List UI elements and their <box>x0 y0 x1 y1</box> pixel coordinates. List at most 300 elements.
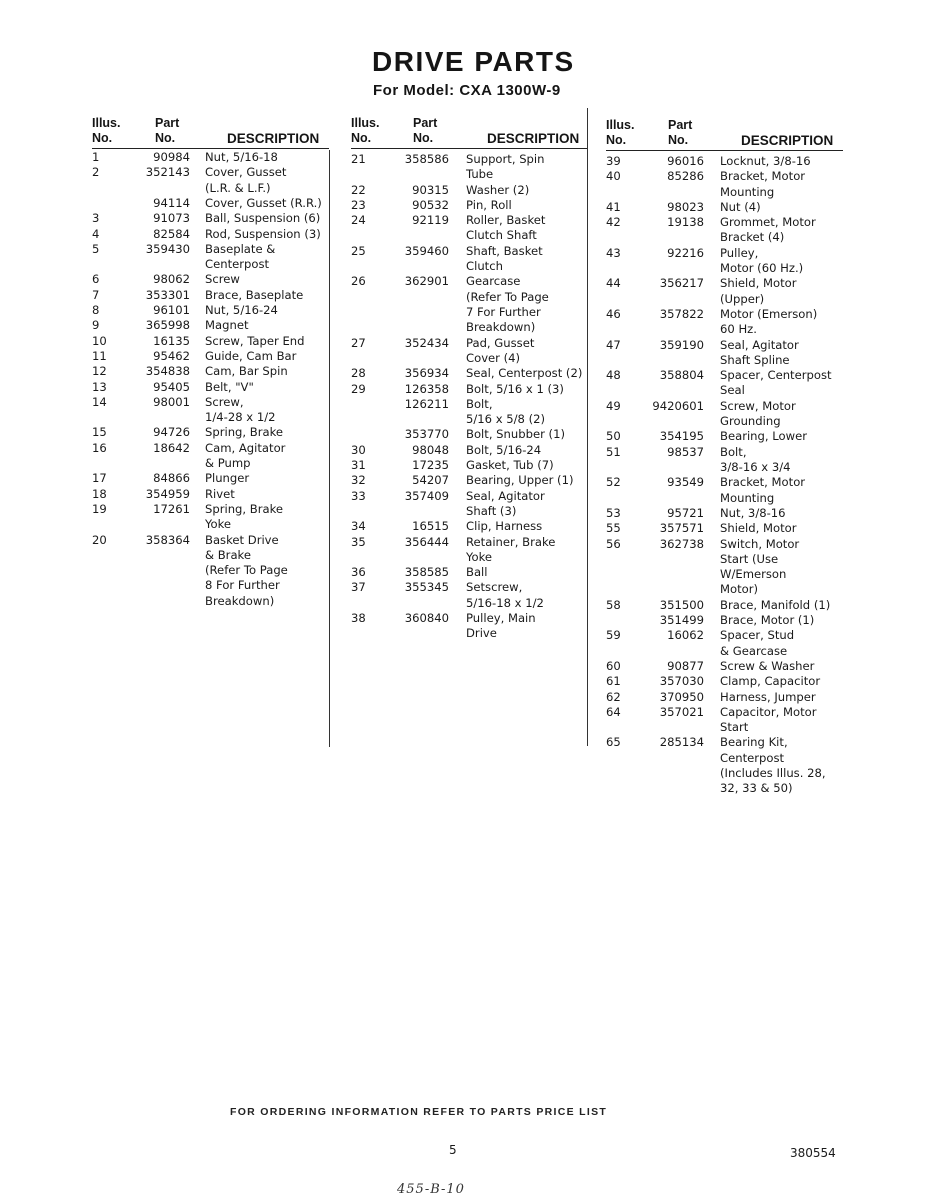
description-line: Magnet <box>205 318 249 333</box>
description-line: Clamp, Capacitor <box>720 674 821 689</box>
description-line: Harness, Jumper <box>720 689 816 704</box>
part-description <box>205 227 321 242</box>
part-number: 98001 <box>153 394 190 409</box>
part-number: 18642 <box>153 440 190 455</box>
description-line: Cam, Agitator <box>205 440 286 455</box>
part-number: 90532 <box>412 197 449 212</box>
part-description <box>720 475 805 506</box>
part-number: 94726 <box>153 425 190 440</box>
illus-number: 61 <box>606 674 621 689</box>
part-description <box>205 502 283 533</box>
illus-number: 39 <box>606 154 621 168</box>
part-description <box>466 183 529 198</box>
description-line: Seal <box>720 383 745 398</box>
description-line: Drive <box>466 626 497 641</box>
illus-number: 46 <box>606 307 621 321</box>
handwritten-note: 455-B-10 <box>397 1182 465 1197</box>
part-number: 98048 <box>412 442 449 457</box>
part-description <box>720 154 811 169</box>
illus-number: 23 <box>351 197 366 212</box>
part-number: 357822 <box>659 307 704 321</box>
description-line: (Refer To Page <box>205 563 288 578</box>
description-line: Clip, Harness <box>466 519 543 534</box>
part-description <box>720 445 791 476</box>
part-description <box>205 471 249 486</box>
page-subtitle: For Model: CXA 1300W-9 <box>373 82 561 99</box>
header-rule <box>92 148 329 149</box>
description-line: 60 Hz. <box>720 322 757 337</box>
description-line: Pulley, <box>720 245 759 260</box>
part-description <box>466 198 512 213</box>
part-description <box>720 613 814 628</box>
illus-number: 25 <box>351 243 366 258</box>
header-rule <box>351 148 587 149</box>
part-number: 353301 <box>145 287 190 302</box>
illus-number: 15 <box>92 425 107 440</box>
part-description <box>205 349 296 364</box>
description-line: Rivet <box>205 486 235 501</box>
illus-number: 64 <box>606 704 621 719</box>
illus-number: 18 <box>92 486 107 501</box>
part-number: 90984 <box>153 150 190 164</box>
part-number: 352143 <box>145 165 190 180</box>
part-description <box>205 533 288 609</box>
illus-number: 10 <box>92 333 107 348</box>
illus-number: 16 <box>92 440 107 455</box>
description-line: Basket Drive <box>205 532 279 547</box>
part-description <box>205 441 285 472</box>
illus-number: 34 <box>351 519 366 534</box>
part-number: 95462 <box>153 348 190 363</box>
illus-number: 49 <box>606 398 621 413</box>
description-line: Tube <box>466 167 494 182</box>
part-number: 95405 <box>153 379 190 394</box>
illus-number: 33 <box>351 488 366 503</box>
description-line: Baseplate & <box>205 241 276 256</box>
illus-header: Illus. No. <box>351 116 380 145</box>
description-line: 5/16 x 5/8 (2) <box>466 412 546 427</box>
illus-number: 40 <box>606 169 621 184</box>
illus-number: 53 <box>606 505 621 520</box>
description-line: Nut, 5/16-24 <box>205 303 278 317</box>
description-line: Ball, Suspension (6) <box>205 211 321 226</box>
description-line: Guide, Cam Bar <box>205 348 297 363</box>
description-line: Cover, Gusset (R.R.) <box>205 195 322 210</box>
description-line: Cover (4) <box>466 350 521 365</box>
part-number: 362901 <box>404 274 449 289</box>
column-divider <box>587 108 588 746</box>
part-description <box>205 211 320 226</box>
part-description <box>720 200 761 215</box>
part-number: 98537 <box>667 444 704 459</box>
description-line: Spacer, Stud <box>720 628 795 643</box>
part-description <box>466 473 573 488</box>
part-description <box>205 380 254 395</box>
part-description <box>466 274 549 335</box>
description-line: Plunger <box>205 471 250 486</box>
illus-number: 12 <box>92 364 107 379</box>
part-number: 16135 <box>153 333 190 348</box>
part-header: Part No. <box>155 116 180 145</box>
part-number: 354838 <box>145 364 190 379</box>
part-number: 358804 <box>659 368 704 383</box>
illus-number: 14 <box>92 394 107 409</box>
description-line: Spring, Brake <box>205 425 284 440</box>
part-number: 358586 <box>404 152 449 166</box>
illus-number: 20 <box>92 532 107 547</box>
part-description <box>466 397 545 428</box>
part-description <box>205 487 235 502</box>
column-divider <box>329 150 330 747</box>
description-header: DESCRIPTION <box>741 133 834 148</box>
description-line: 8 For Further <box>205 578 280 593</box>
part-description <box>205 318 249 333</box>
part-description <box>466 580 544 611</box>
description-line: Gearcase <box>466 274 521 289</box>
part-header: Part No. <box>413 116 438 145</box>
description-line: Seal, Agitator <box>720 337 799 352</box>
illus-number: 19 <box>92 501 107 516</box>
description-line: 5/16-18 x 1/2 <box>466 595 544 610</box>
description-line: Yoke <box>466 549 493 564</box>
part-description <box>205 303 278 318</box>
document-number: 380554 <box>790 1146 836 1160</box>
part-number: 95721 <box>667 505 704 520</box>
part-number: 362738 <box>659 536 704 551</box>
part-number: 365998 <box>145 318 190 333</box>
part-description <box>466 336 534 367</box>
part-description <box>466 458 554 473</box>
part-description <box>466 382 564 397</box>
page-title: DRIVE PARTS <box>372 46 575 77</box>
part-number: 92216 <box>667 245 704 260</box>
illus-number: 59 <box>606 628 621 643</box>
part-number: 359460 <box>404 243 449 258</box>
illus-number: 42 <box>606 215 621 230</box>
description-line: Seal, Agitator <box>466 488 545 503</box>
part-description <box>466 535 555 566</box>
part-description <box>205 425 283 440</box>
illus-number: 55 <box>606 521 621 536</box>
part-description <box>466 489 545 520</box>
part-number: 360840 <box>404 611 449 625</box>
description-line: 3/8-16 x 3/4 <box>720 459 791 474</box>
description-header: DESCRIPTION <box>487 131 580 146</box>
description-line: Motor (60 Hz.) <box>720 261 804 276</box>
illus-header: Illus. No. <box>92 116 121 145</box>
part-number: 90877 <box>667 658 704 673</box>
part-number: 359190 <box>659 337 704 352</box>
part-description <box>205 364 288 379</box>
description-line: Bolt, <box>466 396 493 411</box>
description-line: Brace, Baseplate <box>205 287 304 302</box>
part-number: 126358 <box>404 381 449 396</box>
illus-number: 17 <box>92 471 107 486</box>
illus-number: 37 <box>351 580 366 595</box>
part-number: 357571 <box>659 521 704 536</box>
description-line: Grounding <box>720 414 781 429</box>
description-line: Bearing Kit, <box>720 735 788 750</box>
part-number: 91073 <box>153 211 190 226</box>
part-description <box>720 735 826 796</box>
part-description <box>466 244 543 275</box>
illus-number: 48 <box>606 368 621 383</box>
part-description <box>720 246 803 277</box>
description-line: Pin, Roll <box>466 197 512 212</box>
description-line: Bolt, Snubber (1) <box>466 427 565 442</box>
illus-number: 22 <box>351 182 366 197</box>
illus-number: 13 <box>92 379 107 394</box>
part-number: 354959 <box>145 486 190 501</box>
part-number: 357409 <box>404 488 449 503</box>
description-line: Grommet, Motor <box>720 215 816 230</box>
description-line: Nut, 5/16-18 <box>205 150 278 164</box>
description-line: Shaft Spline <box>720 352 790 367</box>
description-line: Breakdown) <box>466 320 536 335</box>
part-number: 96101 <box>153 303 190 317</box>
description-line: Switch, Motor <box>720 536 800 551</box>
part-description <box>466 443 541 458</box>
part-number: 82584 <box>153 226 190 241</box>
header-rule <box>606 150 843 151</box>
illus-number: 41 <box>606 199 621 214</box>
description-line: & Brake <box>205 547 251 562</box>
description-line: Pulley, Main <box>466 611 536 625</box>
page-number: 5 <box>449 1143 457 1157</box>
description-line: 7 For Further <box>466 304 541 319</box>
description-line: Screw, Taper End <box>205 333 305 348</box>
part-number: 93549 <box>667 475 704 490</box>
part-number: 16062 <box>667 628 704 643</box>
illus-number: 21 <box>351 152 366 166</box>
illus-number: 3 <box>92 211 100 226</box>
illus-number: 44 <box>606 276 621 291</box>
part-description <box>720 690 816 705</box>
illus-number: 56 <box>606 536 621 551</box>
part-number: 126211 <box>404 396 449 411</box>
part-number: 54207 <box>412 473 449 488</box>
illus-number: 32 <box>351 473 366 488</box>
part-description <box>466 565 488 580</box>
description-line: Bearing, Lower <box>720 429 807 444</box>
description-line: Bolt, 5/16 x 1 (3) <box>466 381 564 396</box>
description-line: Breakdown) <box>205 593 275 608</box>
description-line: Bearing, Upper (1) <box>466 473 574 488</box>
description-line: Brace, Motor (1) <box>720 613 815 627</box>
illus-number: 4 <box>92 226 100 241</box>
part-number: 16515 <box>412 519 449 534</box>
description-line: Gasket, Tub (7) <box>466 458 554 472</box>
illus-number: 24 <box>351 213 366 228</box>
description-line: Setscrew, <box>466 580 523 595</box>
part-number: 17261 <box>153 501 190 516</box>
illus-number: 30 <box>351 442 366 457</box>
part-description <box>205 272 240 287</box>
part-number: 353770 <box>404 427 449 442</box>
part-description <box>720 506 786 521</box>
part-description <box>720 521 797 536</box>
illus-number: 52 <box>606 475 621 490</box>
description-line: Centerpost <box>720 750 785 765</box>
part-number: 98023 <box>667 199 704 214</box>
illus-number: 1 <box>92 150 100 164</box>
description-line: (Includes Illus. 28, <box>720 765 826 780</box>
description-line: Nut, 3/8-16 <box>720 505 786 520</box>
description-line: Roller, Basket <box>466 213 546 228</box>
part-number: 357030 <box>659 674 704 689</box>
description-line: Support, Spin <box>466 152 545 166</box>
part-description <box>720 537 799 598</box>
illus-number: 50 <box>606 429 621 444</box>
part-description <box>205 334 304 349</box>
illus-number: 31 <box>351 458 366 472</box>
footer-note: FOR ORDERING INFORMATION REFER TO PARTS PRICE LIST <box>230 1106 608 1118</box>
part-header: Part No. <box>668 118 693 147</box>
description-line: Locknut, 3/8-16 <box>720 154 811 168</box>
description-line: Cam, Bar Spin <box>205 364 288 379</box>
part-description <box>720 659 814 674</box>
illus-number: 62 <box>606 689 621 704</box>
illus-number: 60 <box>606 658 621 673</box>
description-line: Shaft (3) <box>466 503 517 518</box>
description-line: Centerpost <box>205 257 270 272</box>
part-number: 94114 <box>153 195 190 210</box>
description-line: (L.R. & L.F.) <box>205 180 271 195</box>
part-number: 17235 <box>412 458 449 472</box>
illus-number: 47 <box>606 337 621 352</box>
illus-number: 26 <box>351 274 366 289</box>
part-number: 98062 <box>153 272 190 287</box>
part-description <box>720 338 799 369</box>
part-number: 355345 <box>404 580 449 595</box>
part-description <box>720 628 794 659</box>
description-line: Nut (4) <box>720 199 761 214</box>
description-line: Bolt, 5/16-24 <box>466 442 542 457</box>
part-number: 92119 <box>412 213 449 228</box>
part-number: 358364 <box>145 532 190 547</box>
part-number: 354195 <box>659 429 704 444</box>
part-description <box>466 366 582 381</box>
illus-number: 27 <box>351 335 366 350</box>
description-header: DESCRIPTION <box>227 131 320 146</box>
part-description <box>720 705 817 736</box>
description-line: Bracket, Motor <box>720 475 806 490</box>
illus-number: 11 <box>92 348 107 363</box>
part-number: 357021 <box>659 704 704 719</box>
illus-number: 58 <box>606 597 621 612</box>
part-number: 9420601 <box>652 398 704 413</box>
description-line: (Upper) <box>720 291 765 306</box>
illus-number: 28 <box>351 366 366 381</box>
description-line: Clutch <box>466 259 503 274</box>
part-description <box>720 169 805 200</box>
part-description <box>466 152 545 183</box>
description-line: Screw <box>205 272 240 287</box>
part-description <box>466 213 545 244</box>
illus-number: 7 <box>92 287 100 302</box>
description-line: 32, 33 & 50) <box>720 781 793 796</box>
part-description <box>720 368 832 399</box>
part-description <box>466 611 536 642</box>
description-line: Mounting <box>720 184 775 199</box>
description-line: Bracket, Motor <box>720 169 806 184</box>
part-description <box>466 519 542 534</box>
description-line: Belt, "V" <box>205 379 254 394</box>
part-description <box>205 288 303 303</box>
part-description <box>720 215 816 246</box>
description-line: Motor (Emerson) <box>720 307 818 321</box>
part-number: 356934 <box>404 366 449 381</box>
part-number: 358585 <box>404 565 449 580</box>
illus-number: 5 <box>92 241 100 256</box>
description-line: Bracket (4) <box>720 230 785 245</box>
description-line: Screw, <box>205 394 244 409</box>
part-number: 352434 <box>404 335 449 350</box>
part-number: 84866 <box>153 471 190 486</box>
part-description <box>720 307 817 338</box>
illus-number: 43 <box>606 245 621 260</box>
description-line: Start <box>720 720 749 735</box>
illus-number: 8 <box>92 303 100 317</box>
part-number: 19138 <box>667 215 704 230</box>
illus-number: 35 <box>351 534 366 549</box>
part-number: 85286 <box>667 169 704 184</box>
description-line: Spring, Brake <box>205 501 284 516</box>
illus-header: Illus. No. <box>606 118 635 147</box>
part-description <box>720 674 820 689</box>
part-description <box>205 150 278 165</box>
description-line: Rod, Suspension (3) <box>205 226 321 241</box>
part-description <box>720 598 830 613</box>
description-line: Mounting <box>720 490 775 505</box>
description-line: Screw, Motor <box>720 398 796 413</box>
part-number: 90315 <box>412 182 449 197</box>
description-line: Pad, Gusset <box>466 335 535 350</box>
part-description <box>205 395 276 426</box>
description-line: Ball <box>466 565 488 580</box>
description-line: Bolt, <box>720 444 747 459</box>
description-line: Shaft, Basket <box>466 243 543 258</box>
description-line: & Gearcase <box>720 643 788 658</box>
description-line: Capacitor, Motor <box>720 704 817 719</box>
description-line: Yoke <box>205 517 232 532</box>
illus-number: 65 <box>606 735 621 750</box>
description-line: Brace, Manifold (1) <box>720 597 831 612</box>
part-description <box>720 399 796 430</box>
part-description <box>720 276 797 307</box>
illus-number: 6 <box>92 272 100 287</box>
part-description <box>205 242 275 273</box>
description-line: Screw & Washer <box>720 658 815 673</box>
part-number: 96016 <box>667 154 704 168</box>
part-description <box>466 427 565 442</box>
description-line: Seal, Centerpost (2) <box>466 366 583 381</box>
description-line: & Pump <box>205 455 251 470</box>
description-line: (Refer To Page <box>466 289 549 304</box>
illus-number: 29 <box>351 381 366 396</box>
part-number: 351499 <box>659 613 704 627</box>
illus-number: 2 <box>92 165 100 180</box>
part-description <box>205 196 322 211</box>
illus-number: 38 <box>351 611 366 625</box>
description-line: Start (Use <box>720 551 779 566</box>
illus-number: 9 <box>92 318 100 333</box>
part-number: 370950 <box>659 689 704 704</box>
part-description <box>720 429 807 444</box>
part-number: 356444 <box>404 534 449 549</box>
illus-number: 51 <box>606 444 621 459</box>
part-number: 356217 <box>659 276 704 291</box>
